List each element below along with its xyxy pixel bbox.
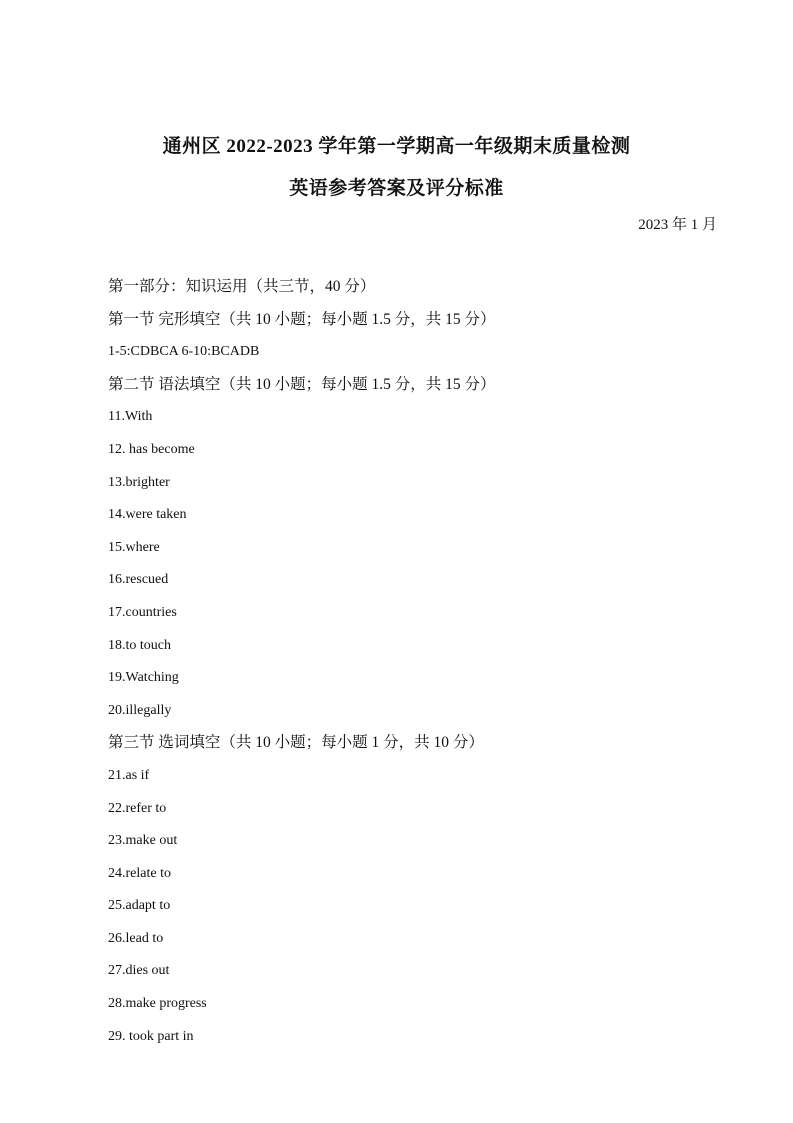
answer-line: 11.With: [108, 409, 153, 425]
answer-line: 13.brighter: [108, 474, 170, 490]
answer-line: 19.Watching: [108, 670, 179, 686]
answer-line: 22.refer to: [108, 800, 167, 816]
section-heading: 第三节 选词填空（共 10 小题；每小题 1 分，共 10 分）: [108, 734, 484, 752]
answer-line: 24.relate to: [108, 865, 171, 881]
section-heading: 第一节 完形填空（共 10 小题；每小题 1.5 分，共 15 分）: [108, 310, 496, 328]
document-subtitle: 英语参考答案及评分标准: [289, 178, 504, 199]
answer-line: 25.adapt to: [108, 898, 171, 914]
answer-line: 27.dies out: [108, 963, 170, 979]
answer-line: 12. has become: [108, 441, 195, 457]
answer-line: 26.lead to: [108, 930, 164, 946]
answer-line: 15.where: [108, 539, 160, 555]
section-heading: 第一部分：知识运用（共三节，40 分）: [108, 278, 376, 295]
answer-line: 14.were taken: [108, 507, 187, 523]
answer-list: [108, 276, 728, 1058]
answer-line: 23.make out: [108, 833, 178, 849]
answer-line: 17.countries: [108, 604, 177, 620]
document-date: 2023 年 1 月: [638, 217, 717, 233]
answer-line: 18.to touch: [108, 637, 171, 653]
answer-line: 1-5:CDBCA 6-10:BCADB: [108, 344, 260, 360]
answer-line: 20.illegally: [108, 702, 172, 718]
answer-line: 16.rescued: [108, 572, 169, 588]
section-heading: 第二节 语法填空（共 10 小题；每小题 1.5 分，共 15 分）: [108, 375, 496, 393]
document-title: 通州区 2022-2023 学年第一学期高一年级期末质量检测: [162, 136, 631, 157]
answer-line: 21.as if: [108, 767, 150, 783]
answer-line: 28.make progress: [108, 996, 207, 1012]
answer-line: 29. took part in: [108, 1028, 194, 1044]
